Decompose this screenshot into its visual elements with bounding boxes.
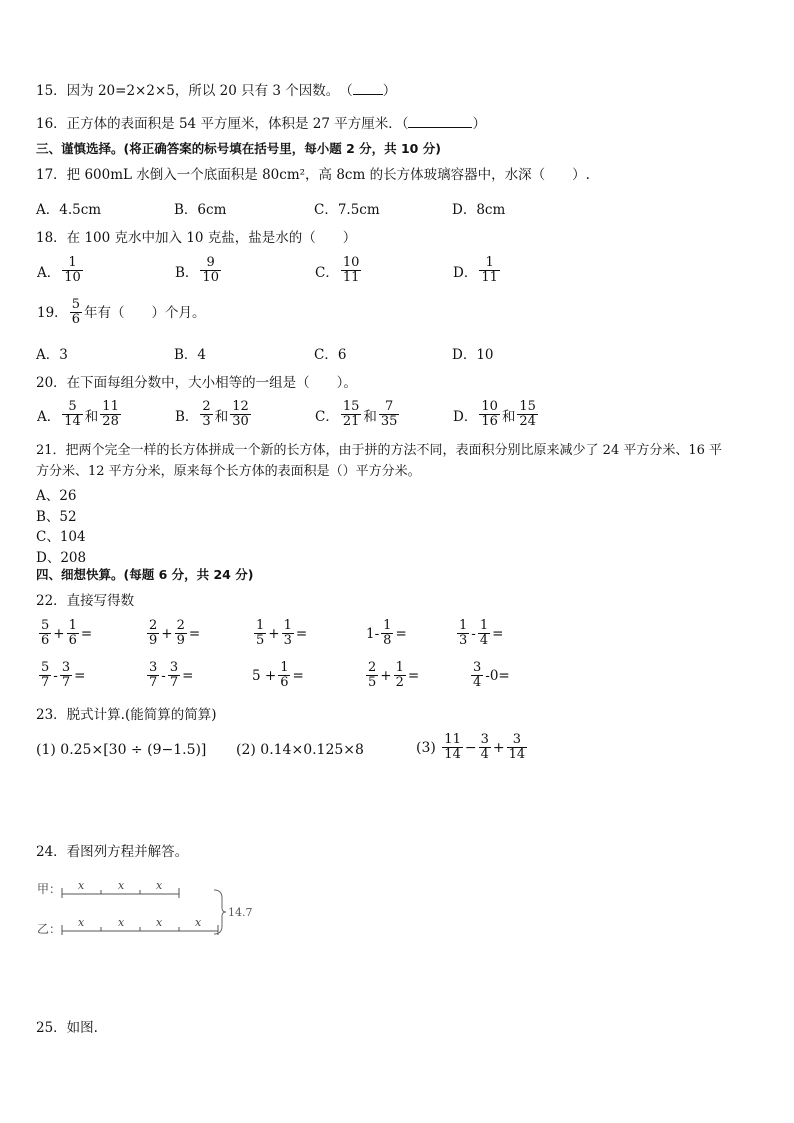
q25-title: 25．如图. [36, 1020, 98, 1036]
q17-option-d[interactable]: D．8cm [452, 202, 506, 218]
section-3-heading: 三、谨慎选择。(将正确答案的标号填在括号里，每小题 2 分，共 10 分) [36, 141, 441, 156]
fraction: $\frac{12}{30}$ [232, 399, 249, 429]
fraction: $\frac{2}{3}$ [202, 399, 211, 429]
jia-x-3: x [156, 879, 163, 892]
q20-option-c[interactable]: C． $\frac{15}{21}$ 和 $\frac{7}{35}$ [315, 399, 398, 429]
q22-item[interactable]: $\frac{3}{4}$ -0= [473, 660, 510, 690]
q19-option-d[interactable]: D．10 [452, 347, 494, 363]
q22-item[interactable]: 1- $\frac{1}{8}$ = [366, 618, 407, 648]
q22-item[interactable]: $\frac{5}{7}$ - $\frac{3}{7}$ = [41, 660, 86, 690]
q20-option-b[interactable]: B． $\frac{2}{3}$ 和 $\frac{12}{30}$ [175, 399, 249, 429]
jia-x-2: x [118, 879, 125, 892]
q22-item[interactable]: $\frac{2}{9}$ + $\frac{2}{9}$ = [149, 618, 201, 648]
fraction: $\frac{11}{28}$ [102, 399, 119, 429]
q21-option-a[interactable]: A、26 [36, 488, 77, 504]
q19-option-b[interactable]: B．4 [174, 347, 207, 363]
q15: 15．因为 20=2×2×5，所以 20 只有 3 个因数。 （ ） [36, 83, 397, 99]
q15-text: 15．因为 20=2×2×5，所以 20 只有 3 个因数。 （ [36, 83, 353, 99]
q23-expr-1: 0.25×[30 ÷ (9−1.5)] [60, 742, 207, 758]
q17-stem: 17．把 600mL 水倒入一个底面积是 80cm²，高 8cm 的长方体玻璃容器中，水深（ ）. [36, 167, 590, 183]
q22-item[interactable]: $\frac{3}{7}$ - $\frac{3}{7}$ = [149, 660, 194, 690]
q17-option-a[interactable]: A．4.5cm [36, 202, 102, 218]
q19-option-c[interactable]: C．6 [314, 347, 347, 363]
q23-part-1[interactable]: (1) 0.25×[30 ÷ (9−1.5)] [36, 742, 207, 758]
q21-option-d[interactable]: D、208 [36, 550, 87, 566]
fraction: $\frac{10}{16}$ [481, 399, 498, 429]
fraction: $\frac{5}{6}$ [71, 297, 80, 327]
total-label: 14.7 [228, 906, 253, 919]
jia-x-1: x [78, 879, 85, 892]
jia-label: 甲： [37, 882, 62, 896]
yi-x-2: x [118, 916, 125, 929]
yi-x-4: x [195, 916, 202, 929]
fraction: $\frac{10}{11}$ [342, 255, 360, 285]
q23-expr-2: 0.14×0.125×8 [260, 742, 364, 758]
q17-option-b[interactable]: B．6cm [174, 202, 227, 218]
q24-line-diagram [34, 876, 294, 946]
fraction: $\frac{1}{10}$ [64, 255, 81, 285]
q22-title: 22．直接写得数 [36, 593, 135, 609]
q23-part-3[interactable]: (3) $\frac{11}{14}$ − $\frac{3}{4}$ + $\frac{3}{14}$ [416, 732, 526, 762]
q20-stem: 20．在下面每组分数中，大小相等的一组是（ ）。 [36, 375, 357, 391]
yi-x-1: x [78, 916, 85, 929]
q18-stem: 18．在 100 克水中加入 10 克盐，盐是水的（ ） [36, 230, 357, 246]
fraction: $\frac{5}{14}$ [64, 399, 81, 429]
q18-option-c[interactable]: C． $\frac{10}{11}$ [315, 255, 360, 285]
q21-stem-line1: 21．把两个完全一样的长方体拼成一个新的长方体，由于拼的方法不同，表面积分别比原来减少了 24 平方分米、16 平 [36, 443, 723, 458]
q20-option-d[interactable]: D． $\frac{10}{16}$ 和 $\frac{15}{24}$ [453, 399, 536, 429]
q15-answer-blank[interactable] [353, 82, 383, 95]
q18-option-b[interactable]: B． $\frac{9}{10}$ [175, 255, 219, 285]
q22-item[interactable]: $\frac{2}{5}$ + $\frac{1}{2}$ = [368, 660, 420, 690]
q22-item[interactable]: $\frac{1}{3}$ - $\frac{1}{4}$ = [459, 618, 504, 648]
section-4-heading: 四、细想快算。(每题 6 分，共 24 分) [36, 567, 254, 582]
q16-text: 16．正方体的表面积是 54 平方厘米，体积是 27 平方厘米．（ [36, 116, 409, 132]
fraction: $\frac{1}{11}$ [481, 255, 498, 285]
fraction: $\frac{15}{24}$ [519, 399, 536, 429]
q20-option-a[interactable]: A． $\frac{5}{14}$ 和 $\frac{11}{28}$ [37, 399, 119, 429]
fraction: $\frac{9}{10}$ [202, 255, 219, 285]
q22-item[interactable]: 5 + $\frac{1}{6}$ = [252, 660, 304, 690]
q21-stem-line2: 方分米、12 平方分米，原来每个长方体的表面积是（）平方分米。 [36, 464, 421, 479]
q18-option-a[interactable]: A． $\frac{1}{10}$ [37, 255, 81, 285]
q23-title: 23．脱式计算.(能简算的简算) [36, 707, 217, 723]
q21-option-b[interactable]: B、52 [36, 509, 77, 525]
q16-answer-blank[interactable] [408, 115, 472, 128]
q22-item[interactable]: $\frac{1}{5}$ + $\frac{1}{3}$ = [256, 618, 308, 648]
fraction: $\frac{15}{21}$ [342, 399, 360, 429]
yi-x-3: x [156, 916, 163, 929]
q18-option-d[interactable]: D． $\frac{1}{11}$ [453, 255, 498, 285]
fraction: $\frac{7}{35}$ [380, 399, 398, 429]
q24-title: 24．看图列方程并解答。 [36, 844, 189, 860]
q17-option-c[interactable]: C．7.5cm [314, 202, 380, 218]
yi-label: 乙： [37, 922, 62, 936]
brace-icon [214, 890, 226, 934]
q23-part-2[interactable]: (2) 0.14×0.125×8 [236, 742, 364, 758]
q22-item[interactable]: $\frac{5}{6}$ + $\frac{1}{6}$ = [41, 618, 93, 648]
q16: 16．正方体的表面积是 54 平方厘米，体积是 27 平方厘米．（ ） [36, 116, 486, 132]
q21-option-c[interactable]: C、104 [36, 529, 86, 545]
q19-option-a[interactable]: A．3 [36, 347, 68, 363]
q19-stem: 19． $\frac{5}{6}$ 年有（ ）个月。 [37, 297, 206, 327]
